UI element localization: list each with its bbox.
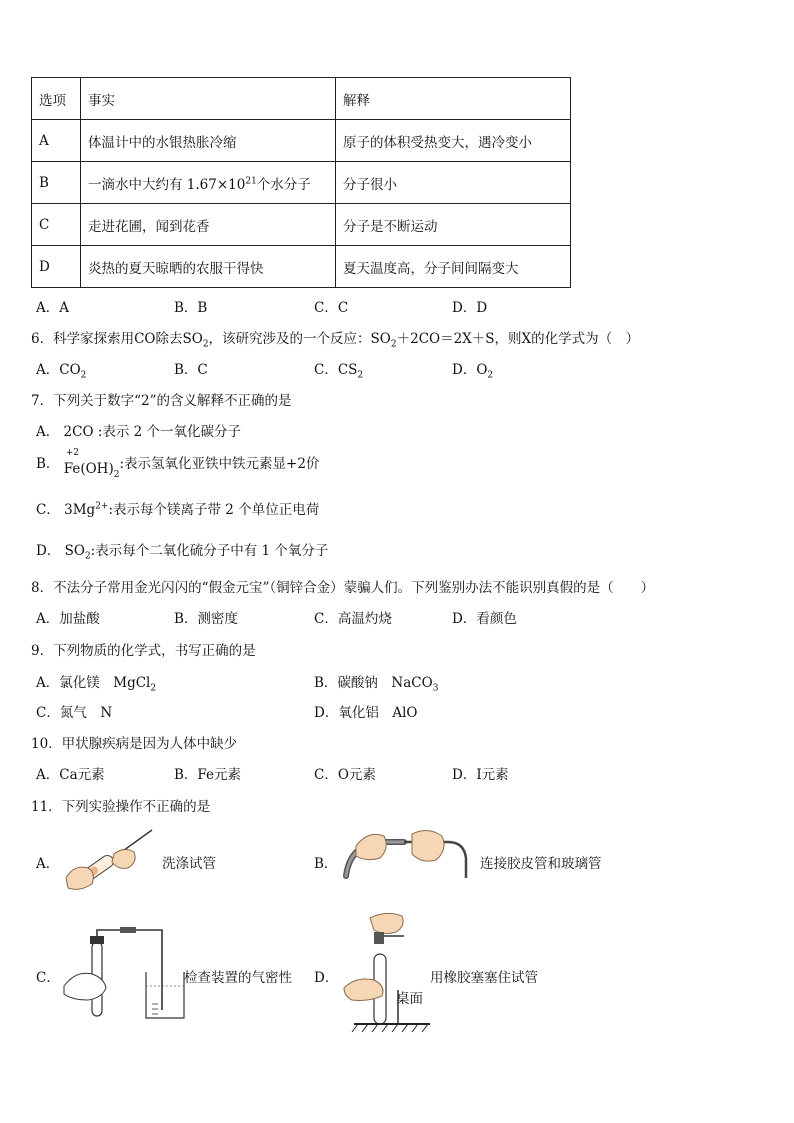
subscript: 2 bbox=[390, 339, 397, 350]
subscript: 2 bbox=[80, 370, 87, 381]
table-row bbox=[32, 120, 571, 162]
subscript: 2 bbox=[487, 370, 494, 381]
formula bbox=[63, 448, 120, 480]
table-cell: 原子的体积受热变大，遇冷变小 bbox=[336, 120, 571, 162]
option-text: B．C bbox=[174, 362, 208, 378]
subscript: 2 bbox=[357, 370, 364, 381]
q8-stem: 8．不法分子常用金光闪闪的“假金元宝”（铜锌合金）蒙骗人们。下列鉴别办法不能识别真假的是（ ） bbox=[31, 580, 655, 596]
fact-text: 一滴水中大约有 1.67×10 bbox=[88, 176, 246, 193]
q8-option-b: B．测密度 bbox=[174, 611, 238, 627]
q5-option-c: C．C bbox=[314, 300, 349, 316]
washing-test-tube-illustration bbox=[62, 826, 158, 896]
table-row bbox=[32, 204, 571, 246]
q10-option-a: A．Ca元素 bbox=[36, 767, 105, 783]
q5-option-d: D．D bbox=[452, 300, 488, 316]
table-cell: 分子是不断运动 bbox=[336, 204, 571, 246]
q9-option-c: C．氮气 N bbox=[36, 705, 113, 721]
q6-option-a bbox=[36, 358, 86, 381]
q9-option-a bbox=[36, 671, 156, 694]
airtightness-check-illustration bbox=[62, 926, 190, 1022]
q8-option-a: A．加盐酸 bbox=[36, 611, 100, 627]
q6-stem-text: ，该研究涉及的一个反应：SO bbox=[208, 331, 391, 347]
q9-option-b bbox=[314, 671, 438, 694]
q9-option-d: D．氧化铝 AlO bbox=[314, 705, 418, 721]
option-text: C． 3Mg bbox=[36, 502, 96, 518]
q10-option-d: D．I元素 bbox=[452, 767, 509, 783]
q6-option-b bbox=[174, 358, 208, 378]
table-header-row bbox=[32, 78, 571, 120]
q11-option-d-label: D． bbox=[314, 970, 339, 986]
option-text: :表示每个二氧化硫分子中有 1 个氧分子 bbox=[90, 543, 329, 559]
connecting-tube-illustration bbox=[338, 826, 478, 886]
table-cell bbox=[81, 162, 336, 204]
table-cell: 炎热的夏天晾晒的农服干得快 bbox=[81, 246, 336, 288]
table-row bbox=[32, 246, 571, 288]
q6-option-d bbox=[452, 358, 493, 381]
table-cell: 夏天温度高，分子间间隔变大 bbox=[336, 246, 571, 288]
stoppering-test-tube-illustration bbox=[340, 910, 430, 1038]
q7-stem: 7．下列关于数字“2”的含义解释不正确的是 bbox=[31, 393, 292, 409]
table-header: 事实 bbox=[81, 78, 336, 120]
q5-option-a: A．A bbox=[36, 300, 69, 316]
facts-table bbox=[31, 77, 571, 288]
q6-stem-text: 6．科学家探索用CO除去SO bbox=[31, 331, 203, 347]
option-text: D．O bbox=[452, 362, 488, 378]
table-cell: C bbox=[32, 204, 81, 246]
superscript: 2+ bbox=[95, 501, 109, 512]
table-cell: 分子很小 bbox=[336, 162, 571, 204]
subscript: 2 bbox=[84, 551, 91, 562]
q6-stem bbox=[31, 327, 639, 350]
valence-mark: +2 bbox=[65, 448, 79, 458]
formula-text: Fe(OH) bbox=[63, 461, 114, 477]
fact-exponent: 21 bbox=[245, 176, 257, 186]
q10-option-c: C．O元素 bbox=[314, 767, 376, 783]
option-text: :表示每个镁离子带 2 个单位正电荷 bbox=[108, 502, 320, 518]
table-cell: A bbox=[32, 120, 81, 162]
table-row bbox=[32, 162, 571, 204]
table-header: 解释 bbox=[336, 78, 571, 120]
q8-option-d: D．看颜色 bbox=[452, 611, 517, 627]
q7-option-c bbox=[36, 498, 319, 518]
q7-option-a: A． 2CO :表示 2 个一氧化碳分子 bbox=[36, 424, 242, 440]
table-cell: 走进花圃，闻到花香 bbox=[81, 204, 336, 246]
q11-stem: 11．下列实验操作不正确的是 bbox=[31, 799, 211, 815]
q11-option-a-label: A． bbox=[36, 856, 60, 872]
table-header: 选项 bbox=[32, 78, 81, 120]
fact-text: 个水分子 bbox=[256, 176, 311, 193]
option-text: B． bbox=[36, 456, 60, 472]
q11-option-a-caption: 洗涤试管 bbox=[162, 856, 216, 872]
q11-option-b-caption: 连接胶皮管和玻璃管 bbox=[480, 856, 602, 872]
q9-stem: 9．下列物质的化学式，书写正确的是 bbox=[31, 643, 256, 659]
q11-option-c-caption: 检查装置的气密性 bbox=[184, 970, 292, 986]
option-text: :表示氢氧化亚铁中铁元素显+2价 bbox=[119, 456, 320, 472]
option-text: C．CS bbox=[314, 362, 358, 378]
q10-stem: 10．甲状腺疾病是因为人体中缺少 bbox=[31, 736, 238, 752]
q7-option-d bbox=[36, 539, 328, 562]
q8-option-c: C．高温灼烧 bbox=[314, 611, 392, 627]
option-text: B．碳酸钠 NaCO bbox=[314, 675, 433, 691]
table-cell: D bbox=[32, 246, 81, 288]
q11-option-d-caption: 用橡胶塞塞住试管 bbox=[430, 970, 538, 986]
subscript: 2 bbox=[113, 469, 120, 480]
q6-stem-text: ＋2CO＝2X＋S，则X的化学式为（ ） bbox=[396, 331, 640, 347]
option-text: A．CO bbox=[36, 362, 81, 378]
tabletop-label: 桌面 bbox=[396, 991, 423, 1007]
option-text: A．氯化镁 MgCl bbox=[36, 675, 151, 691]
q5-option-b: B．B bbox=[174, 300, 208, 316]
subscript: 3 bbox=[432, 683, 439, 694]
subscript: 2 bbox=[150, 683, 157, 694]
table-cell: B bbox=[32, 162, 81, 204]
q11-option-b-label: B． bbox=[314, 856, 338, 872]
table-cell: 体温计中的水银热胀冷缩 bbox=[81, 120, 336, 162]
option-text: D． SO bbox=[36, 543, 85, 559]
q7-option-b bbox=[36, 448, 320, 480]
q6-option-c bbox=[314, 358, 363, 381]
subscript: 2 bbox=[202, 339, 209, 350]
q11-option-c-label: C． bbox=[36, 970, 60, 986]
q10-option-b: B．Fe元素 bbox=[174, 767, 242, 783]
